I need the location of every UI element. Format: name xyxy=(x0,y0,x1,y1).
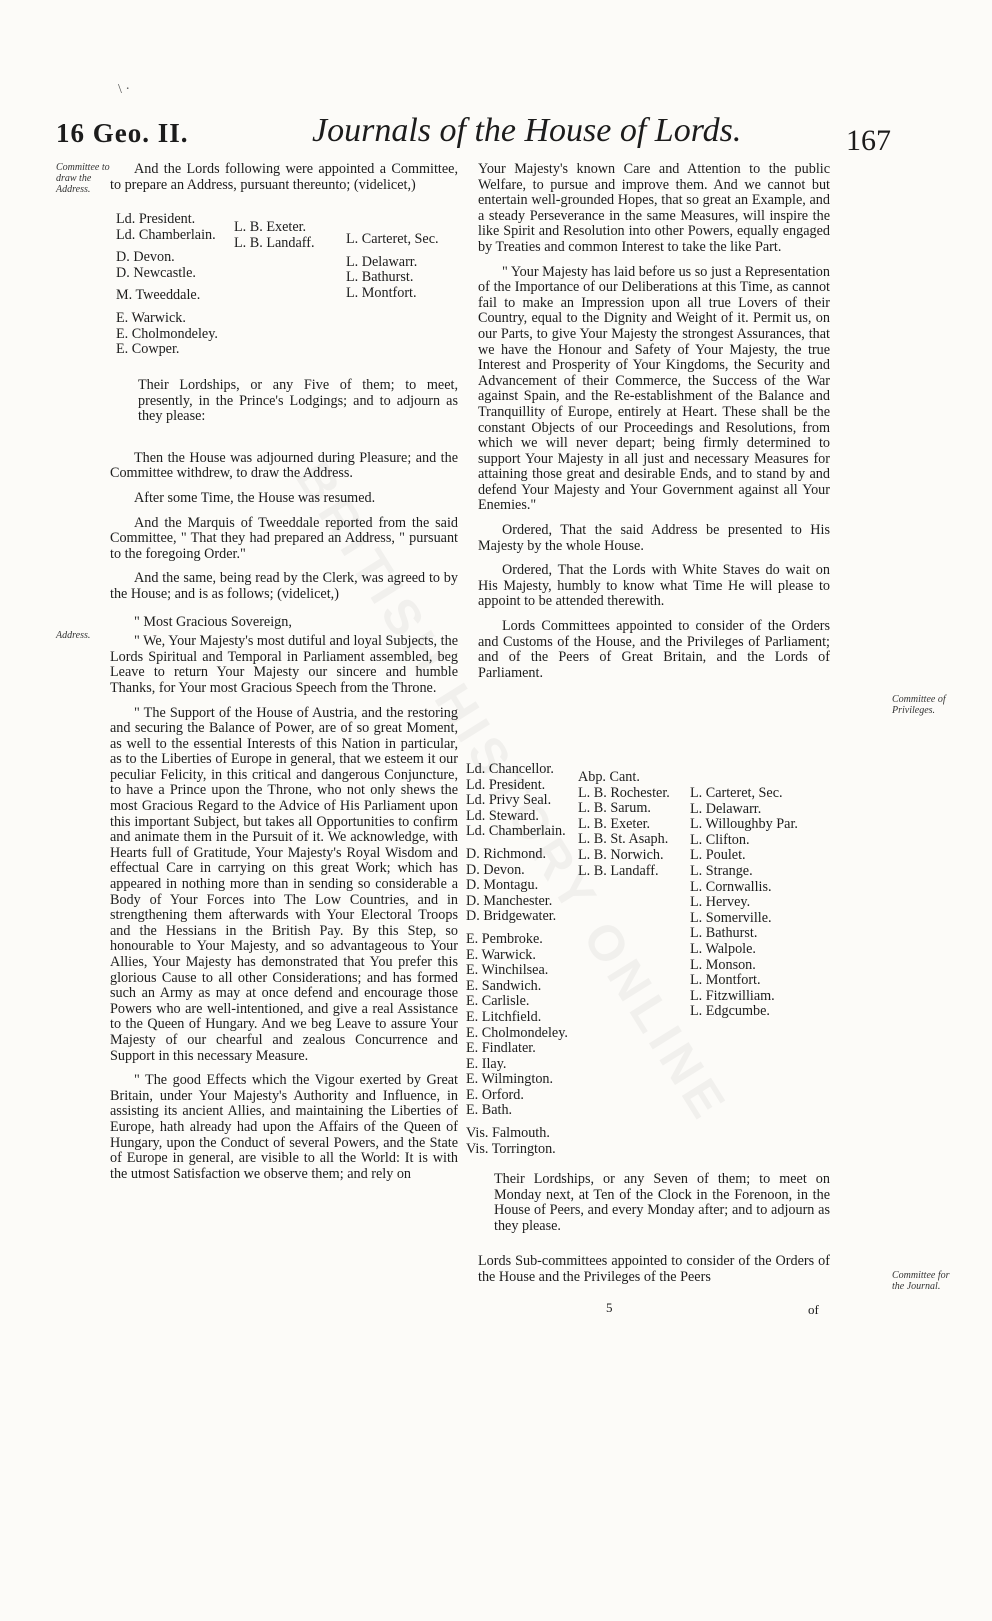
list-item: L. Cornwallis. xyxy=(690,878,772,895)
list-item: L. Strange. xyxy=(690,862,753,879)
list-item: Ld. Privy Seal. xyxy=(466,792,552,809)
list-item: Vis. Falmouth. xyxy=(466,1125,550,1142)
list-item: Vis. Torrington. xyxy=(466,1140,556,1157)
address-committee-bishops xyxy=(234,220,344,251)
list-item: E. Warwick. xyxy=(116,309,186,326)
list-item: L. B. Norwich. xyxy=(578,846,664,863)
list-item: L. Walpole. xyxy=(690,940,756,957)
privileges-committee-intro: Lords Committees appointed to consider of the Orders and Customs of the House, and the Privileges of Parliament; and of the Peers of Great Britain, and the Lords of Parliament. xyxy=(478,618,830,681)
list-item: D. Newcastle. xyxy=(116,264,196,281)
list-item: L. B. Landaff. xyxy=(234,234,315,251)
list-item: D. Devon. xyxy=(466,861,525,878)
address-paragraph-3: " The good Effects which the Vigour exerted by Great Britain, under Your Majesty's Authority and Influence, in assisting its ancient Allies, and maintaining the Liberties of Europe, hath already had upon the Affairs of the Queen of Hungary, upon the Conduct of several Powers, and the State of Europe in general, are visible to all the World: It is with the utmost Satisfaction we observe them; and rely on xyxy=(110,1072,458,1182)
list-item: L. Fitzwilliam. xyxy=(690,987,775,1004)
list-item: E. Cholmondeley. xyxy=(466,1024,568,1041)
list-item: L. Hervey. xyxy=(690,894,751,911)
list-item: E. Wilmington. xyxy=(466,1071,554,1088)
list-item: M. Tweeddale. xyxy=(116,287,201,304)
list-item: E. Warwick. xyxy=(466,946,536,963)
list-item: L. B. Landaff. xyxy=(578,862,659,879)
list-item: L. Poulet. xyxy=(690,847,746,864)
privileges-committee-col3 xyxy=(690,762,830,1020)
list-item: L. Monson. xyxy=(690,956,756,973)
regnal-year: 16 Geo. II. xyxy=(56,118,189,148)
list-item: L. B. St. Asaph. xyxy=(578,831,669,848)
list-item: D. Devon. xyxy=(116,249,175,266)
list-item: E. Litchfield. xyxy=(466,1008,542,1025)
left-column-body xyxy=(110,378,458,1191)
catchword: of xyxy=(808,1302,819,1317)
list-item: Ld. Chamberlain. xyxy=(466,823,566,840)
list-item: L. Montfort. xyxy=(346,284,417,301)
list-item: L. Delawarr. xyxy=(690,800,762,817)
list-item: L. B. Exeter. xyxy=(234,219,307,235)
margin-note-committee-address: Committee to draw the Address. xyxy=(56,162,110,195)
list-item: D. Richmond. xyxy=(466,845,546,862)
meet-paragraph: Their Lordships, or any Five of them; to meet, presently, in the Prince's Lodgings; and to adjourn as they please: xyxy=(138,377,458,425)
list-item: Ld. Chamberlain. xyxy=(116,226,216,243)
page-number: 167 xyxy=(846,124,891,157)
list-item: E. Sandwich. xyxy=(466,977,542,994)
list-item: E. Bath. xyxy=(466,1102,513,1119)
list-item: Ld. President. xyxy=(116,211,196,227)
right-column xyxy=(478,162,830,690)
right-column-lower xyxy=(478,1172,830,1295)
list-item: L. Carteret, Sec. xyxy=(346,231,439,247)
order-present-address: Ordered, That the said Address be presented to His Majesty by the whole House. xyxy=(478,522,830,554)
list-item: L. B. Rochester. xyxy=(578,784,670,801)
list-item: L. Delawarr. xyxy=(346,253,418,270)
page-title: Journals of the House of Lords. xyxy=(312,112,742,149)
list-item: L. Somerville. xyxy=(690,909,772,926)
address-paragraph-continued: Your Majesty's known Care and Attention to the public Welfare, to pursue and improve them. And we cannot but entertain well-grounded Hopes, that so great an Example, and a steady Perseverance in the same Measures, will inspire the like Spirit and Resolution into other Powers, equally engaged by Treaties and common Interest to take the like Part. xyxy=(478,161,830,255)
list-item: E. Cowper. xyxy=(116,341,180,358)
stray-mark: \ · xyxy=(118,82,131,97)
margin-note-committee-privileges: Committee of Privileges. xyxy=(892,694,946,716)
list-item: Ld. Steward. xyxy=(466,807,539,824)
list-item: E. Cholmondeley. xyxy=(116,325,218,342)
list-item: D. Montagu. xyxy=(466,877,539,894)
order-white-staves: Ordered, That the Lords with White Staves do wait on His Majesty, humbly to know what Time He will please to appoint to be attended therewith. xyxy=(478,562,830,610)
list-item: D. Bridgewater. xyxy=(466,908,557,925)
address-salutation: " Most Gracious Sovereign, xyxy=(134,613,292,630)
agreed-paragraph: And the same, being read by the Clerk, was agreed to by the House; and is as follows; (videlicet,) xyxy=(110,570,458,602)
list-item: E. Orford. xyxy=(466,1086,524,1103)
list-item: Ld. Chancellor. xyxy=(466,761,554,777)
reported-paragraph: And the Marquis of Tweeddale reported from the said Committee, " That they had prepared an Address, " pursuant to the foregoing Order." xyxy=(110,514,458,562)
address-paragraph-4: " Your Majesty has laid before us so just a Representation of the Importance of our Deliberations at this Time, as cannot fail to make an Impression upon all true Lovers of their Country, equal to the Dignity and Weight of it. Permit us, on our Parts, to give Your Majesty the strongest Assurances, that we have the Honour and Safety of Your Majesty, the true Interest and Prosperity of Your Kingdoms, the Security and Advancement of their Commerce, the Success of the War against Spain, and the Re-establishment of the Balance and Tranquillity of Europe, entirely at Heart. These shall be the constant Objects of our Proceedings and Resolutions, from which we will never depart; being firmly determined to support Your Majesty in all just and necessary Measures for attaining those great and desirable Ends, and to stand by and defend Your Majesty and Your Government against all Your Enemies." xyxy=(478,263,830,514)
address-committee-barons xyxy=(346,232,458,301)
address-paragraph-1: " We, Your Majesty's most dutiful and loyal Subjects, the Lords Spiritual and Temporal in Parliament assembled, beg Leave to return Your Majesty our sincere and humble Thanks, for Your most Gracious Speech from the Throne. xyxy=(110,633,458,696)
committee-intro: And the Lords following were appointed a Committee, to prepare an Address, pursuant thereunto; (videlicet,) xyxy=(110,161,458,193)
privileges-committee-col2 xyxy=(578,762,688,879)
margin-note-committee-journal: Committee for the Journal. xyxy=(892,1270,950,1292)
meet-paragraph-2: Their Lordships, or any Seven of them; to meet on Monday next, at Ten of the Clock in the Forenoon, in the House of Peers, and every Monday after; and to adjourn as they please. xyxy=(494,1171,830,1234)
list-item: E. Ilay. xyxy=(466,1055,507,1072)
margin-note-address: Address. xyxy=(56,630,91,641)
list-item: L. Clifton. xyxy=(690,831,750,848)
signature-mark: 5 xyxy=(606,1300,613,1315)
list-item: L. Bathurst. xyxy=(346,269,414,286)
list-item: Ld. President. xyxy=(466,776,546,793)
list-item: E. Winchilsea. xyxy=(466,962,549,979)
adjourned-paragraph: Then the House was adjourned during Pleasure; and the Committee withdrew, to draw the Address. xyxy=(110,449,458,482)
address-paragraph-2: " The Support of the House of Austria, and the restoring and securing the Balance of Power, are of so great Moment, as well to the essential Interests of this Nation in particular, as to the Liberties of Europe in general, that we esteem it our peculiar Felicity, in this critical and dangerous Conjuncture, to have a Prince upon the Throne, who not only shews the most Gracious Regard to the Advice of His Parliament upon this important Subject, but takes all Opportunities to confirm and animate them in the Pursuit of it. We acknowledge, with Hearts full of Gratitude, Your Majesty's Royal Wisdom and effectual Care in carrying on this great Work; which has appeared in nothing more than in sending so considerable a Body of Your Forces into The Low Countries, and in strengthening them afterwards with Your Electoral Troops and the Hessians in the British Pay. By this Step, so honourable to Your Majesty, and so advantageous to Your Allies, Your Majesty has demonstrated that You prefer this glorious Cause to all other Considerations; and has formed such an Army as may at once defend and encourage those Powers who are well-intentioned, and give a real Assistance to the Queen of Hungary. And we beg Leave to assure Your Majesty of our chearful and zealous Concurrence and Support in this necessary Measure. xyxy=(110,704,458,1064)
list-item: L. B. Sarum. xyxy=(578,800,651,817)
list-item: D. Manchester. xyxy=(466,892,553,909)
list-item: L. Carteret, Sec. xyxy=(690,785,783,801)
list-item: L. Willoughby Par. xyxy=(690,816,798,833)
list-item: E. Findlater. xyxy=(466,1040,536,1057)
left-column xyxy=(110,162,458,202)
list-item: L. B. Exeter. xyxy=(578,815,651,832)
list-item: L. Montfort. xyxy=(690,972,761,989)
list-item: L. Edgcumbe. xyxy=(690,1003,770,1020)
subcommittee-paragraph: Lords Sub-committees appointed to consider of the Orders of the House and the Privileges of the Peers xyxy=(478,1253,830,1285)
list-item: E. Pembroke. xyxy=(466,930,543,947)
list-item: Abp. Cant. xyxy=(578,769,640,785)
list-item: L. Bathurst. xyxy=(690,925,758,942)
list-item: E. Carlisle. xyxy=(466,993,530,1010)
resumed-paragraph: After some Time, the House was resumed. xyxy=(134,489,376,506)
address-committee-dukes-earls xyxy=(116,212,246,358)
